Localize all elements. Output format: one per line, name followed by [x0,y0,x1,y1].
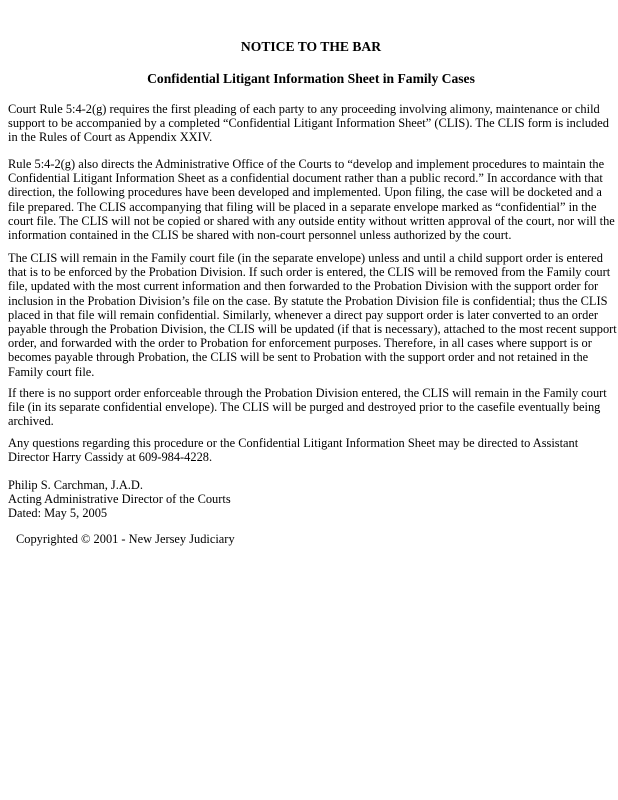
text-line: inclusion in the Probation Division’s file on the case. By statute the Probation Division file is confidential; thus the CLIS [8,293,608,308]
signatory-position: Acting Administrative Director of the Courts [8,492,231,507]
paragraph-probation [8,251,617,379]
text-line: Confidential Litigant Information Sheet as a confidential document rather than a public record.” In accordance with that [8,171,603,186]
text-line: that is to be enforced by the Probation Division. If such order is entered, the CLIS will be removed from the Family court [8,265,611,280]
paragraph-no-support-order [8,386,614,429]
notice-title: NOTICE TO THE BAR [240,39,382,54]
text-line: Director Harry Cassidy at 609-984-4228. [8,450,213,465]
text-line: becomes payable through Probation, the CLIS will be sent to Probation with the support order and not retained in the [8,350,589,365]
text-line: payable through the Probation Division, the CLIS will be updated (if that is necessary), attached to the most recent support [8,322,617,337]
paragraph-procedures [8,157,614,242]
text-line: order, and forwarded with the order to Probation for enforcement purposes. Therefore, in all cases where support is or [8,336,592,351]
text-line: The CLIS will remain in the Family court file (in the separate envelope) unless and until a child support order is entered [8,251,603,265]
text-line: information contained in the CLIS be shared with non-court personnel unless authorized by the court. [8,228,512,243]
text-line: Any questions regarding this procedure or the Confidential Litigant Information Sheet may be directed to Assistant [8,436,579,450]
text-line: Family court file. [8,364,95,379]
text-line: Court Rule 5:4-2(g) requires the first pleading of each party to any proceeding involving alimony, maintenance or child [8,102,600,116]
paragraph-questions [8,436,614,464]
text-line: file prepared. The CLIS accompanying that filing will be placed in a separate envelope marked as “confidential” in the [8,199,597,214]
text-line: archived. [8,414,54,429]
date-line: Dated: May 5, 2005 [8,506,108,521]
text-line: If there is no support order enforceable through the Probation Division entered, the CLIS will remain in the Family court [8,386,607,400]
text-line: Rule 5:4-2(g) also directs the Administrative Office of the Courts to “develop and implement procedures to maintain the [8,157,605,171]
document-page [8,0,617,800]
notice-subtitle: Confidential Litigant Information Sheet in Family Cases [147,71,475,86]
text-line: file (in its separate confidential envelope). The CLIS will be purged and destroyed prior to the casefile eventually being [8,400,601,415]
text-line: file, updated with the most current information and then forwarded to the Probation Division with the support order for [8,279,599,294]
text-line: direction, the following procedures have been developed and implemented. Upon filing, the case will be docketed and a [8,185,602,200]
text-line: support to be accompanied by a completed “Confidential Litigant Information Sheet” (CLIS). The CLIS form is included [8,116,609,131]
copyright-notice: Copyrighted © 2001 - New Jersey Judiciary [16,532,235,546]
signatory-name: Philip S. Carchman, J.A.D. [8,478,143,492]
text-line: court file. The CLIS will not be copied or shared with any outside entity without written approval of the court, nor will the [8,213,615,228]
signature-block [8,478,614,521]
paragraph-court-rule [8,102,614,145]
text-line: placed in that file will remain confidential. Similarly, whenever a direct pay support order is later converted to an order [8,307,598,322]
text-line: in the Rules of Court as Appendix XXIV. [8,130,213,145]
